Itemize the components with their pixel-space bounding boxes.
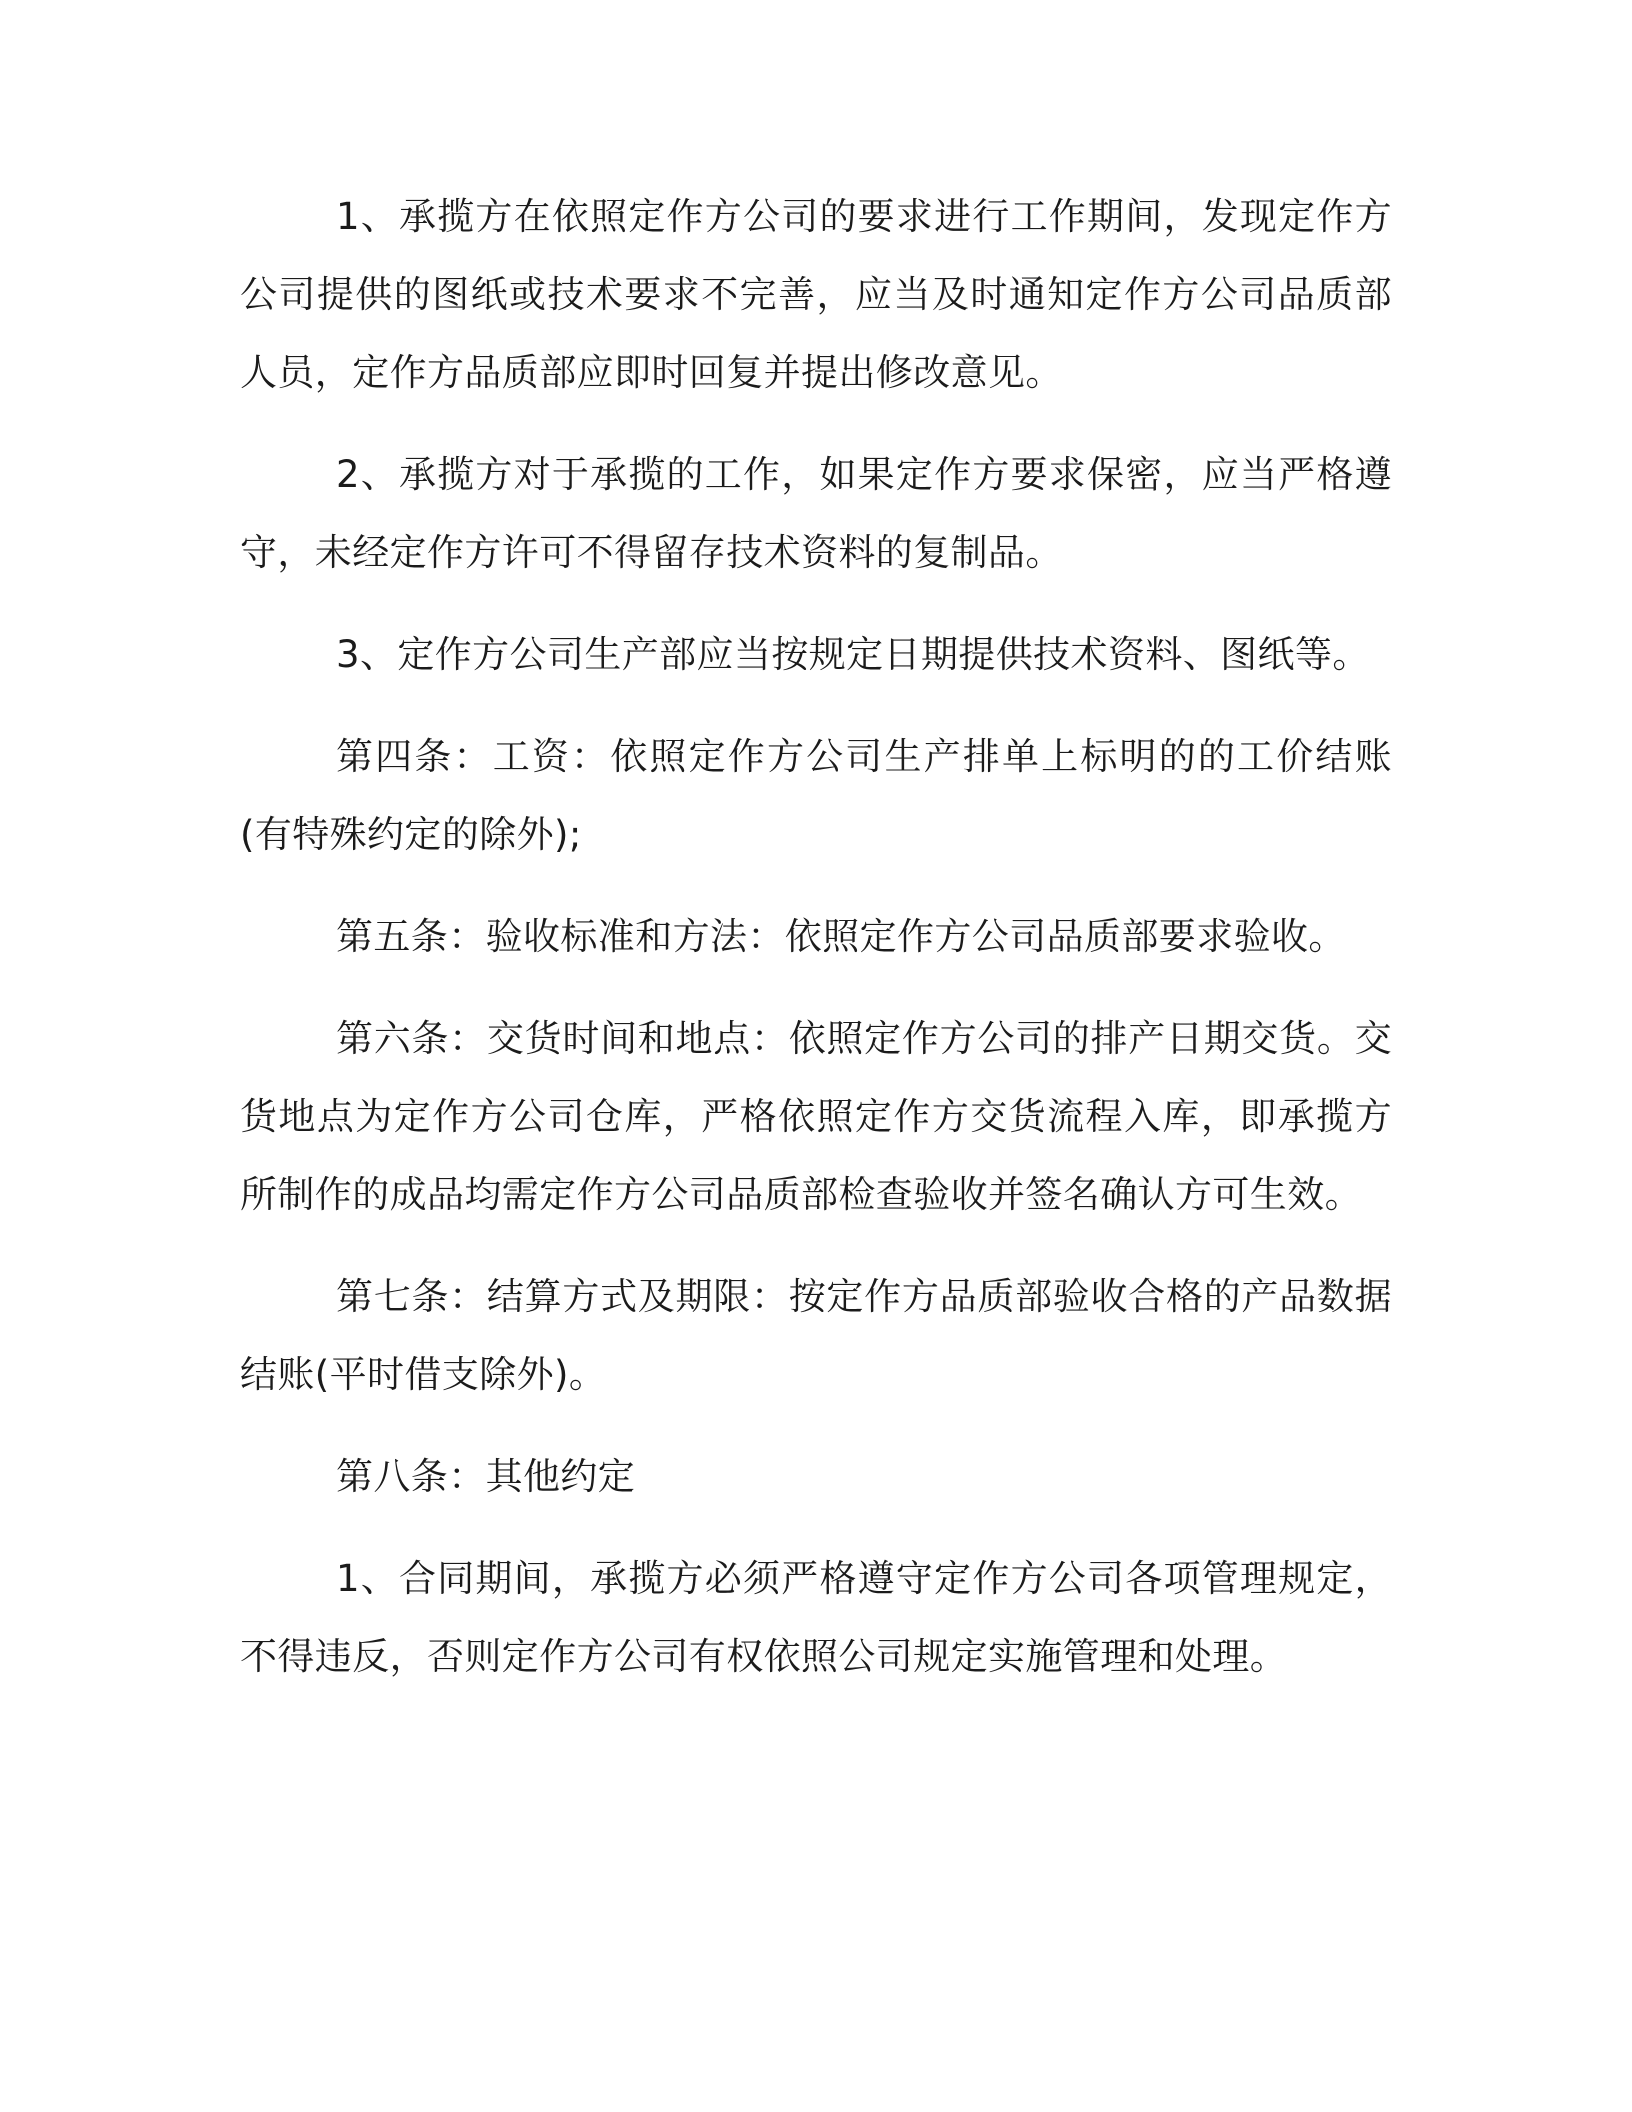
clause-paragraph-2: 2、承揽方对于承揽的工作，如果定作方要求保密，应当严格遵守，未经定作方许可不得留存技术资料的复制品。: [240, 453, 1392, 574]
article-5-acceptance: 第五条：验收标准和方法：依照定作方公司品质部要求验收。: [336, 915, 1346, 958]
article-7-settlement: 第七条：结算方式及期限：按定作方品质部验收合格的产品数据结账(平时借支除外)。: [240, 1275, 1392, 1396]
article-8-item-1: 1、合同期间，承揽方必须严格遵守定作方公司各项管理规定，不得违反，否则定作方公司有权依照公司规定实施管理和处理。: [240, 1557, 1392, 1678]
clause-paragraph-1: 1、承揽方在依照定作方公司的要求进行工作期间，发现定作方公司提供的图纸或技术要求不完善，应当及时通知定作方公司品质部人员，定作方品质部应即时回复并提出修改意见。: [240, 195, 1392, 394]
article-8-heading: 第八条：其他约定: [336, 1455, 636, 1498]
clause-paragraph-3: 3、定作方公司生产部应当按规定日期提供技术资料、图纸等。: [336, 633, 1370, 676]
article-6-delivery: 第六条：交货时间和地点：依照定作方公司的排产日期交货。交货地点为定作方公司仓库，严格依照定作方交货流程入库，即承揽方所制作的成品均需定作方公司品质部检查验收并签名确认方可生效。: [240, 1017, 1392, 1216]
article-4-wages: 第四条：工资：依照定作方公司生产排单上标明的的工价结账(有特殊约定的除外);: [240, 735, 1392, 856]
